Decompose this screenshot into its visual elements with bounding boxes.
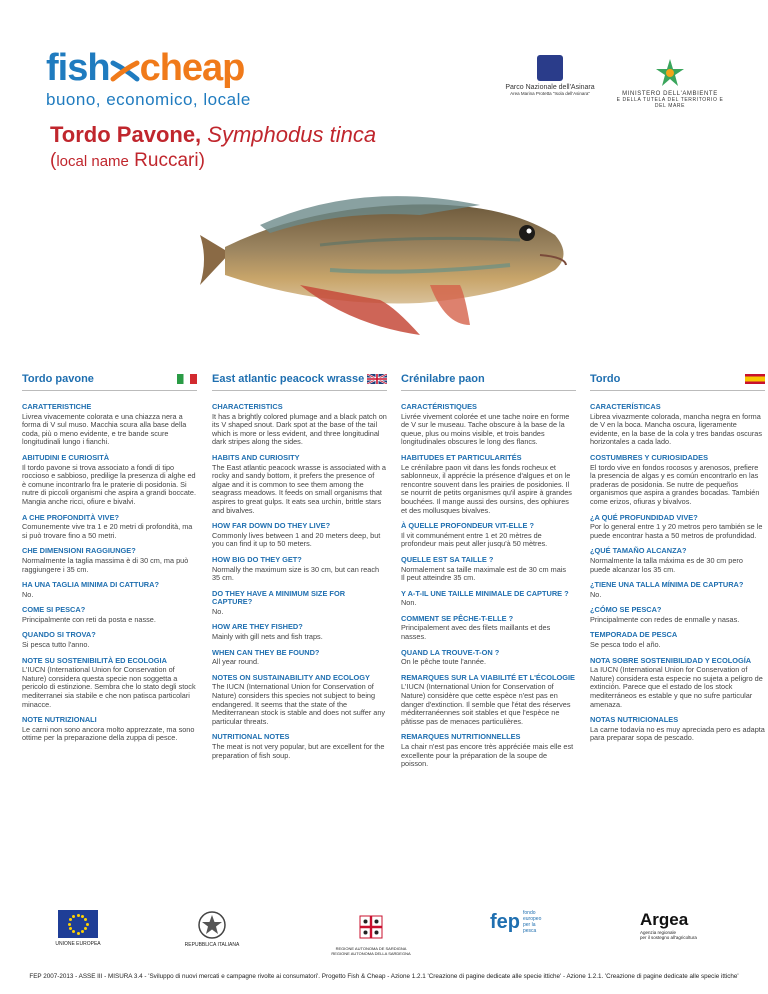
section-text: Por lo general entre 1 y 20 metros pero también se le puede encontrar hasta a 50 metros de profundidad. xyxy=(590,522,763,540)
park-logo xyxy=(505,55,595,96)
column-sections xyxy=(401,403,576,769)
section-heading: CARACTERÍSTICAS xyxy=(590,402,661,411)
info-section xyxy=(590,657,765,710)
info-section xyxy=(401,522,576,549)
eu-label: UNIONE EUROPEA xyxy=(55,941,101,947)
section-text: Normalmente la taglia massima è di 30 cm, ma può raggiungere i 35 cm. xyxy=(22,555,189,574)
section-text: The East atlantic peacock wrasse is associated with a rocky and sandy bottom, it prefers the presence of algae and it is common to see them among the seagrass meadows. It feeds on small organisms that aspires to great gulps. It eats sea urchin, brittle stars and bivalves. xyxy=(212,462,386,515)
eu-star-icon xyxy=(72,915,75,918)
italy-emblem-icon xyxy=(197,910,227,940)
eu-star-icon xyxy=(77,914,80,917)
section-text: Normally the maximum size is 30 cm, but can reach 35 cm. xyxy=(212,564,380,583)
info-section xyxy=(212,403,387,447)
ministry-logo xyxy=(610,58,730,109)
info-section xyxy=(401,454,576,515)
section-heading: REMARQUES NUTRITIONNELLES xyxy=(401,732,521,742)
info-section xyxy=(212,674,387,727)
park-emblem-icon xyxy=(537,55,563,81)
section-text: Normalement sa taille maximale est de 30 cm mais Il peut atteindre 35 cm. xyxy=(401,564,567,583)
info-section xyxy=(212,649,387,667)
park-subtitle: Area Marina Protetta "Isola dell'Asinara" xyxy=(510,91,590,96)
eu-star-icon xyxy=(84,918,87,921)
eu-star-icon xyxy=(69,927,72,930)
section-heading: COME SI PESCA? xyxy=(22,605,86,615)
column-sections xyxy=(212,403,387,760)
info-section xyxy=(401,615,576,642)
eu-logo xyxy=(48,910,108,947)
section-text: Il vit communément entre 1 et 20 mètres de profondeur mais peut aller jusqu'à 50 mètres. xyxy=(401,530,548,549)
info-section xyxy=(401,733,576,768)
footer-credits: FEP 2007-2013 - ASSE III - MISURA 3.4 - 'Sviluppo di nuovi mercati e campagne rivolte ai consumatori'. Progetto Fish & Cheap - Azione 1.2.1 'Creazione di pagine dedicate alle specie ittiche' - Azione 1.2.1. 'Creazione di pagine dedicate alle specie ittiche' xyxy=(29,973,739,980)
footer-logos xyxy=(0,910,768,956)
section-heading: CHE DIMENSIONI RAGGIUNGE? xyxy=(22,546,136,556)
logo-tagline: buono, economico, locale xyxy=(46,90,251,109)
local-name-line xyxy=(50,150,205,172)
section-heading: NOTAS NUTRICIONALES xyxy=(590,715,679,725)
section-heading: HOW FAR DOWN DO THEY LIVE? xyxy=(212,521,331,531)
park-name: Parco Nazionale dell'Asinara xyxy=(505,84,595,91)
fish-cross-icon xyxy=(110,55,140,85)
eu-star-icon xyxy=(72,930,75,933)
info-section xyxy=(401,590,576,608)
logo-cheap-word: cheap xyxy=(139,47,245,89)
section-heading: A CHE PROFONDITÀ VIVE? xyxy=(22,512,120,522)
italy-emblem-logo xyxy=(172,910,252,948)
column-spanish xyxy=(590,372,765,750)
section-heading: ¿QUÉ TAMAÑO ALCANZA? xyxy=(590,546,687,556)
section-heading: QUAND LA TROUVE-T-ON ? xyxy=(401,647,500,657)
section-text: La chair n'est pas encore très appréciée mais elle est excellente pour la préparation de la soupe de poisson. xyxy=(401,742,574,769)
section-text: The meat is not very popular, but are excellent for the preparation of fish soup. xyxy=(212,742,385,760)
section-text: Mainly with gill nets and fish traps. xyxy=(212,632,323,642)
info-section xyxy=(22,606,197,624)
info-section xyxy=(212,454,387,515)
section-heading: NOTA SOBRE SOSTENIBILIDAD Y ECOLOGÍA xyxy=(590,655,752,665)
section-text: Non. xyxy=(401,598,417,608)
section-heading: REMARQUES SUR LA VIABILITÉ ET L'ÉCOLOGIE xyxy=(401,672,575,682)
section-heading: HABITS AND CURIOSITY xyxy=(212,452,300,462)
section-text: L'IUCN (International Union for Conservation of Nature) considère que cette espèce n'est pas en danger d'extinction. Il semble que l'état des réserves méditerranéennes soit stables et que l'espèce ne pâtisse pas de menaces particulières. xyxy=(401,682,571,726)
section-heading: ¿TIENE UNA TALLA MÍNIMA DE CAPTURA? xyxy=(590,580,744,590)
info-section xyxy=(22,514,197,541)
section-text: Principalmente con reti da posta e nasse. xyxy=(22,614,156,624)
column-french xyxy=(401,372,576,776)
column-heading: Tordo pavone xyxy=(22,372,94,385)
section-text: Livrée vivement colorée et une tache noire en forme de V sur le museau. Tache obscure à la base de la queue, plus ou moins visible, et trois bandes longitudinales obscures le long des flancs. xyxy=(401,411,570,447)
section-heading: NOTE SU SOSTENIBILITÀ ED ECOLOGIA xyxy=(22,655,167,665)
section-heading: Y A-T-IL UNE TAILLE MINIMALE DE CAPTURE ? xyxy=(401,588,569,598)
sardegna-label: REGIONE AUTONOMA DE SARDIGNA REGIONE AUTONOMA DELLA SARDEGNA xyxy=(331,946,411,956)
section-heading: QUANDO SI TROVA? xyxy=(22,630,96,640)
info-section xyxy=(22,657,197,710)
section-heading: COMMENT SE PÊCHE-T-ELLE ? xyxy=(401,613,514,623)
info-section xyxy=(212,733,387,760)
section-text: The IUCN (International Union for Conservation of Nature) considers this species not subject to being endangered. It seems that the state of the Mediterranean stock is stable and does not suffer any particular threats. xyxy=(212,682,386,726)
info-section xyxy=(590,631,765,649)
section-text: Principalmente con redes de enmalle y nasas. xyxy=(590,614,740,624)
section-heading: NOTE NUTRIZIONALI xyxy=(22,715,97,725)
section-heading: NUTRITIONAL NOTES xyxy=(212,732,290,742)
section-heading: COSTUMBRES Y CURIOSIDADES xyxy=(590,452,708,462)
section-text: Normalmente la talla máxima es de 30 cm pero puede alcanzar los 35 cm. xyxy=(590,555,743,574)
info-section xyxy=(590,716,765,743)
eu-star-icon xyxy=(81,915,84,918)
section-text: El tordo vive en fondos rocosos y arenosos, prefiere la presencia de algas y es común encontrarlo en las praderas de posidonia. Se nutre de pequeños organismos que aspira a grandes bocadas. También come erizos, ofiuras y bivalvos. xyxy=(590,462,760,506)
fep-logo xyxy=(490,910,550,934)
section-heading: WHEN CAN THEY BE FOUND? xyxy=(212,647,320,657)
ministry-line1: MINISTERO DELL'AMBIENTE xyxy=(622,91,718,97)
fep-subtitle: fondo europeo per la pesca xyxy=(523,910,542,934)
section-text: Librea vivazmente colorada, mancha negra en forma de V en la boca. Mancha oscura, ligeramente evidente, en la base de la cola y tres bandas oscuras horizontales a cada lado. xyxy=(590,411,762,447)
info-section xyxy=(590,454,765,507)
local-name-value: Ruccari xyxy=(134,150,199,171)
title-scientific-name: Symphodus tinca xyxy=(207,122,377,147)
local-paren-open: ( xyxy=(50,150,57,171)
column-sections xyxy=(22,403,197,743)
section-text: La IUCN (International Union for Conservation of Nature) considera esta especie no sujeta a peligro de extinción. Parece que el estado de los stock mediterráneos es estable y que no sufre particular amenaza. xyxy=(590,665,763,709)
info-section xyxy=(212,556,387,583)
column-heading: Tordo xyxy=(590,372,621,385)
argea-subtitle: Agenzia regionale per il sostegno all'agricoltura xyxy=(640,930,697,940)
section-heading: DO THEY HAVE A MINIMUM SIZE FOR CAPTURE? xyxy=(212,588,346,607)
local-paren-close: ) xyxy=(198,150,205,171)
info-section xyxy=(590,403,765,447)
section-heading: ¿CÓMO SE PESCA? xyxy=(590,605,662,615)
section-heading: HOW BIG DO THEY GET? xyxy=(212,554,302,564)
column-heading: East atlantic peacock wrasse xyxy=(212,372,365,385)
column-sections xyxy=(590,403,765,743)
section-text: Se pesca todo el año. xyxy=(590,640,661,650)
section-text: Le carni non sono ancora molto apprezzate, ma sono ottime per la preparazione della zuppa di pesce. xyxy=(22,724,195,743)
info-section xyxy=(401,403,576,447)
info-section xyxy=(22,581,197,599)
column-italian xyxy=(22,372,197,750)
fish-image xyxy=(180,175,580,345)
section-heading: ¿A QUÉ PROFUNDIDAD VIVE? xyxy=(590,512,698,522)
ministry-line2: E DELLA TUTELA DEL TERRITORIO E DEL MARE xyxy=(616,97,724,109)
info-section xyxy=(212,623,387,641)
section-text: Comunemente vive tra 1 e 20 metri di profondità, ma si può trovare fino a 50 metri. xyxy=(22,522,193,540)
eu-star-icon xyxy=(81,930,84,933)
eu-star-icon xyxy=(77,932,80,935)
info-section xyxy=(22,716,197,743)
section-heading: TEMPORADA DE PESCA xyxy=(590,630,678,640)
fishcheap-logo xyxy=(46,46,251,110)
info-section xyxy=(401,556,576,583)
section-text: On le pêche toute l'année. xyxy=(401,657,486,667)
section-text: Livrea vivacemente colorata e una chiazza nera a forma di V sul muso. Macchia scura alla base della coda, più o meno evidente, e tre bande scure longitudinali lungo i fianchi. xyxy=(22,411,187,447)
section-heading: ABITUDINI E CURIOSITÀ xyxy=(22,452,110,462)
info-section xyxy=(212,522,387,549)
eu-star-icon xyxy=(69,918,72,921)
info-section xyxy=(401,649,576,667)
info-section xyxy=(590,606,765,624)
info-section xyxy=(590,514,765,541)
section-text: La carne todavía no es muy apreciada pero es adapta para preparar sopa de pescado. xyxy=(590,724,765,743)
title-common-name: Tordo Pavone, xyxy=(50,122,202,147)
section-heading: HABITUDES ET PARTICULARITÉS xyxy=(401,452,522,462)
ministry-star-icon xyxy=(655,58,685,88)
section-heading: CARACTÉRISTIQUES xyxy=(401,402,477,411)
section-text: No. xyxy=(590,589,602,599)
section-text: Commonly lives between 1 and 20 meters deep, but you can find it up to 50 meters. xyxy=(212,530,381,549)
section-text: Principalement avec des filets maillants et des nasses. xyxy=(401,623,551,642)
info-section xyxy=(401,674,576,727)
italy-label: REPUBBLICA ITALIANA xyxy=(184,942,240,948)
page-title xyxy=(50,122,376,148)
section-text: It has a brightly colored plumage and a black patch on its V shaped snout. Dark spot at the base of the tail which is more or less evident, and three longitudinal dark stripes along the sides. xyxy=(212,411,387,447)
section-text: L'IUCN (International Union for Conservation of Nature) considera questa specie non soggetta a pericolo di estinzione. Sembra che lo stato degli stock mediterranei sia stabile e che non patisca particolari minacce. xyxy=(22,665,196,709)
uk-flag-icon xyxy=(367,374,387,384)
sardegna-shield-icon xyxy=(359,915,383,939)
eu-star-icon xyxy=(68,923,71,926)
info-section xyxy=(22,454,197,507)
info-section xyxy=(22,547,197,574)
local-name-label: local name xyxy=(56,153,129,170)
column-english xyxy=(212,372,387,767)
section-heading: HOW ARE THEY FISHED? xyxy=(212,622,303,632)
section-heading: HA UNA TAGLIA MINIMA DI CATTURA? xyxy=(22,580,159,590)
eu-flag-icon xyxy=(58,910,98,938)
section-text: All year round. xyxy=(212,657,260,667)
section-text: Si pesca tutto l'anno. xyxy=(22,640,90,650)
sardegna-logo xyxy=(326,910,416,961)
argea-logo xyxy=(640,910,720,940)
eu-star-icon xyxy=(86,923,89,926)
fep-wordmark: fep xyxy=(490,911,520,933)
logo-fish-word: fish xyxy=(46,47,110,89)
spanish-flag-icon xyxy=(745,374,765,384)
info-section xyxy=(212,590,387,617)
column-heading: Crénilabre paon xyxy=(401,372,485,385)
section-heading: CARATTERISTICHE xyxy=(22,402,92,411)
section-heading: QUELLE EST SA TAILLE ? xyxy=(401,554,494,564)
section-text: No. xyxy=(22,589,34,599)
info-section xyxy=(590,581,765,599)
section-text: Le crénilabre paon vit dans les fonds rocheux et sablonneux, il apprécie la présence d'algues et on le rencontre souvent dans les prairies de posidonies. Il se nourrit de petits organismes qu'il aspire à grandes bouchées. Il mange aussi des oursins, des ophiures et des mollusques bivalves. xyxy=(401,462,572,515)
info-section xyxy=(22,631,197,649)
section-heading: À QUELLE PROFONDEUR VIT-ELLE ? xyxy=(401,521,535,531)
eu-star-icon xyxy=(84,927,87,930)
section-text: Il tordo pavone si trova associato a fondi di tipo roccioso e sabbioso, predilige la presenza di alghe ed è comune incontrarlo fra le praterie di posidonia. Si nutre di piccoli organismi che aspira a grandi boccate. Mangia anche ricci, ofiure e bivalvi. xyxy=(22,462,197,506)
italian-flag-icon xyxy=(177,374,197,384)
section-heading: CHARACTERISTICS xyxy=(212,402,283,411)
info-section xyxy=(590,547,765,574)
section-text: No. xyxy=(212,606,224,616)
info-section xyxy=(22,403,197,447)
section-heading: NOTES ON SUSTAINABILITY AND ECOLOGY xyxy=(212,672,370,682)
argea-wordmark: Argea xyxy=(640,910,689,929)
